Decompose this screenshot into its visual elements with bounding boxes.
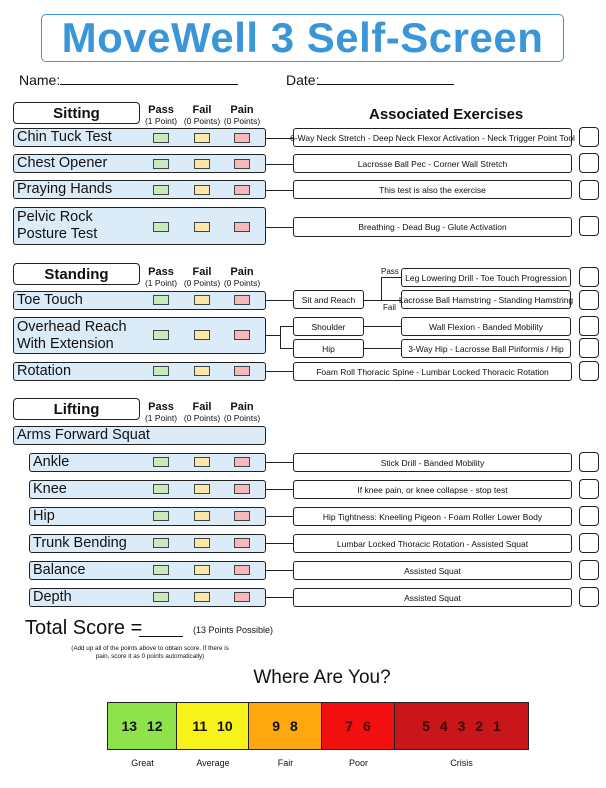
section-standing-header: Standing — [13, 263, 140, 285]
branch-hip: Hip — [293, 339, 364, 358]
fail-checkbox[interactable] — [194, 222, 210, 232]
exercise-hip-overhead: 3-Way Hip - Lacrosse Ball Piriformis / Hip — [401, 339, 571, 358]
pain-label: Pain — [230, 104, 254, 116]
connector-line — [266, 335, 280, 336]
score-square[interactable] — [579, 267, 599, 287]
pass-checkbox[interactable] — [153, 592, 169, 602]
pain-checkbox[interactable] — [234, 185, 250, 195]
fail-points: (0 Points) — [183, 116, 221, 126]
pain-column-header-lifting — [222, 402, 262, 424]
fail-label: Fail — [192, 401, 212, 413]
associated-exercises-header: Associated Exercises — [369, 106, 524, 123]
connector-line — [266, 227, 293, 228]
fail-checkbox[interactable] — [194, 457, 210, 467]
scale-poor: 7 6 — [322, 703, 395, 749]
score-square[interactable] — [579, 290, 599, 310]
exercise-praying-hands: This test is also the exercise — [293, 180, 572, 199]
scale-average: 11 10 — [177, 703, 249, 749]
exercise-shoulder: Wall Flexion - Banded Mobility — [401, 317, 571, 336]
pass-column-header — [142, 105, 180, 127]
fail-checkbox[interactable] — [194, 484, 210, 494]
pain-checkbox[interactable] — [234, 538, 250, 548]
pass-checkbox[interactable] — [153, 511, 169, 521]
date-field[interactable] — [318, 84, 454, 85]
pain-checkbox[interactable] — [234, 330, 250, 340]
score-square[interactable] — [579, 452, 599, 472]
pain-checkbox[interactable] — [234, 511, 250, 521]
pass-column-header-standing — [142, 267, 180, 289]
score-square[interactable] — [579, 216, 599, 236]
test-knee: Knee — [29, 480, 266, 499]
branch-line — [364, 348, 401, 349]
pass-checkbox[interactable] — [153, 484, 169, 494]
pain-label: Pain — [230, 401, 254, 413]
where-title — [0, 667, 606, 689]
date-label: Date: — [286, 72, 320, 88]
fail-checkbox[interactable] — [194, 133, 210, 143]
test-hip: Hip — [29, 507, 266, 526]
exercise-pelvic-rock: Breathing - Dead Bug - Glute Activation — [293, 217, 572, 237]
connector-line — [266, 516, 293, 517]
pain-checkbox[interactable] — [234, 295, 250, 305]
name-field[interactable] — [60, 84, 238, 85]
pain-checkbox[interactable] — [234, 133, 250, 143]
pass-checkbox[interactable] — [153, 295, 169, 305]
fail-label: Fail — [192, 266, 212, 278]
total-note-line1: (Add up all of the points above to obtain score. If there is — [71, 645, 229, 652]
pain-points: (0 Points) — [223, 116, 261, 126]
branch-fail-label: Fail — [383, 303, 396, 312]
fail-column-header-standing — [182, 267, 222, 289]
scale-label-fair: Fair — [277, 758, 294, 768]
fail-checkbox[interactable] — [194, 185, 210, 195]
pain-column-header — [222, 105, 262, 127]
scale-label-great: Great — [131, 758, 154, 768]
scale-crisis: 5 4 3 2 1 — [395, 703, 528, 749]
test-pelvic-rock-line2: Posture Test — [17, 226, 98, 242]
fail-checkbox[interactable] — [194, 330, 210, 340]
fail-column-header — [182, 105, 222, 127]
pass-checkbox[interactable] — [153, 366, 169, 376]
pass-checkbox[interactable] — [153, 222, 169, 232]
test-overhead-reach-line2: With Extension — [17, 335, 114, 352]
connector-line — [266, 190, 293, 191]
pass-points: (1 Point) — [144, 278, 178, 288]
page-title: MoveWell 3 Self-Screen — [61, 14, 544, 61]
pass-points: (1 Point) — [144, 413, 178, 423]
pass-label: Pass — [148, 401, 174, 413]
pain-points: (0 Points) — [223, 413, 261, 423]
test-chin-tuck: Chin Tuck Test — [13, 128, 266, 147]
where-title-text: Where Are You? — [253, 667, 391, 688]
connector-line — [280, 326, 293, 327]
name-label: Name: — [19, 72, 61, 88]
score-square[interactable] — [579, 533, 599, 553]
connector-line — [266, 164, 293, 165]
pain-checkbox[interactable] — [234, 366, 250, 376]
total-score-label: Total Score = — [25, 617, 143, 639]
total-note-line2: pain, score it as 0 points automatically) — [95, 653, 205, 660]
pass-column-header-lifting — [142, 402, 180, 424]
score-square[interactable] — [579, 587, 599, 607]
score-square[interactable] — [579, 127, 599, 147]
test-trunk-bending: Trunk Bending — [29, 534, 266, 553]
pass-checkbox[interactable] — [153, 330, 169, 340]
score-square[interactable] — [579, 180, 599, 200]
scale-label-crisis: Crisis — [450, 758, 473, 768]
connector-line — [266, 371, 293, 372]
score-square[interactable] — [579, 338, 599, 358]
test-depth: Depth — [29, 588, 266, 607]
pain-points: (0 Points) — [223, 278, 261, 288]
pain-checkbox[interactable] — [234, 457, 250, 467]
total-points-possible: (13 Points Possible) — [193, 625, 274, 635]
score-square[interactable] — [579, 153, 599, 173]
pain-checkbox[interactable] — [234, 565, 250, 575]
section-lifting-header: Lifting — [13, 398, 140, 420]
pain-checkbox[interactable] — [234, 159, 250, 169]
test-overhead-reach-line1: Overhead Reach — [17, 318, 127, 335]
scale-label-average: Average — [196, 758, 230, 768]
test-pelvic-rock — [13, 207, 266, 245]
group-arms-forward-squat: Arms Forward Squat — [13, 426, 266, 445]
fail-checkbox[interactable] — [194, 366, 210, 376]
exercise-hip: Hip Tightness: Kneeling Pigeon - Foam Roller Lower Body — [293, 507, 572, 526]
fail-checkbox[interactable] — [194, 538, 210, 548]
test-rotation: Rotation — [13, 362, 266, 381]
connector-line — [266, 300, 293, 301]
test-chest-opener: Chest Opener — [13, 154, 266, 173]
fail-points: (0 Points) — [183, 278, 221, 288]
pass-checkbox[interactable] — [153, 565, 169, 575]
score-square[interactable] — [579, 506, 599, 526]
connector-line — [266, 543, 293, 544]
branch-pass-label: Pass — [381, 267, 399, 276]
pain-checkbox[interactable] — [234, 222, 250, 232]
pain-column-header-standing — [222, 267, 262, 289]
exercise-chest-opener: Lacrosse Ball Pec - Corner Wall Stretch — [293, 154, 572, 173]
fail-points: (0 Points) — [183, 413, 221, 423]
pain-checkbox[interactable] — [234, 484, 250, 494]
fail-label: Fail — [192, 104, 212, 116]
section-sitting-header: Sitting — [13, 102, 140, 124]
pass-checkbox[interactable] — [153, 133, 169, 143]
branch-line — [364, 326, 401, 327]
test-balance: Balance — [29, 561, 266, 580]
score-square[interactable] — [579, 560, 599, 580]
exercise-trunk-bending: Lumbar Locked Thoracic Rotation - Assisted Squat — [293, 534, 572, 553]
exercise-rotation: Foam Roll Thoracic Spine - Lumbar Locked Thoracic Rotation — [293, 362, 572, 381]
pain-label: Pain — [230, 266, 254, 278]
fail-checkbox[interactable] — [194, 159, 210, 169]
fail-checkbox[interactable] — [194, 592, 210, 602]
connector-line — [266, 138, 293, 139]
pass-checkbox[interactable] — [153, 538, 169, 548]
pass-label: Pass — [148, 104, 174, 116]
branch-line — [381, 277, 382, 300]
scale-fair: 9 8 — [249, 703, 322, 749]
pass-checkbox[interactable] — [153, 159, 169, 169]
branch-line — [381, 277, 401, 278]
test-praying-hands: Praying Hands — [13, 180, 266, 199]
test-overhead-reach — [13, 317, 266, 354]
scale-label-poor: Poor — [348, 758, 368, 768]
connector-line — [266, 462, 293, 463]
branch-line — [364, 300, 381, 301]
exercise-chin-tuck: 6-Way Neck Stretch - Deep Neck Flexor Activation - Neck Trigger Point Tool — [293, 128, 572, 147]
pass-checkbox[interactable] — [153, 185, 169, 195]
connector-line — [280, 326, 281, 348]
title-banner — [41, 14, 564, 62]
test-ankle: Ankle — [29, 453, 266, 472]
score-square[interactable] — [579, 316, 599, 336]
scale-great: 13 12 — [108, 703, 177, 749]
pass-points: (1 Point) — [144, 116, 178, 126]
total-score-field[interactable] — [139, 636, 183, 637]
pass-label: Pass — [148, 266, 174, 278]
exercise-toe-touch-pass: Leg Lowering Drill - Toe Touch Progression — [401, 268, 571, 287]
pain-checkbox[interactable] — [234, 592, 250, 602]
connector-line — [266, 570, 293, 571]
branch-shoulder: Shoulder — [293, 317, 364, 336]
fail-column-header-lifting — [182, 402, 222, 424]
test-pelvic-rock-line1: Pelvic Rock — [17, 209, 93, 225]
total-note — [40, 645, 260, 661]
connector-line — [266, 597, 293, 598]
fail-checkbox[interactable] — [194, 511, 210, 521]
score-square[interactable] — [579, 479, 599, 499]
exercise-toe-touch-fail: Lacrosse Ball Hamstring - Standing Hamstring — [401, 290, 571, 309]
exercise-depth: Assisted Squat — [293, 588, 572, 607]
connector-line — [266, 489, 293, 490]
exercise-knee: If knee pain, or knee collapse - stop test — [293, 480, 572, 499]
fail-checkbox[interactable] — [194, 565, 210, 575]
test-toe-touch: Toe Touch — [13, 291, 266, 310]
pass-checkbox[interactable] — [153, 457, 169, 467]
exercise-balance: Assisted Squat — [293, 561, 572, 580]
fail-checkbox[interactable] — [194, 295, 210, 305]
score-square[interactable] — [579, 361, 599, 381]
branch-sit-and-reach: Sit and Reach — [293, 290, 364, 309]
connector-line — [280, 348, 293, 349]
exercise-ankle: Stick Drill - Banded Mobility — [293, 453, 572, 472]
